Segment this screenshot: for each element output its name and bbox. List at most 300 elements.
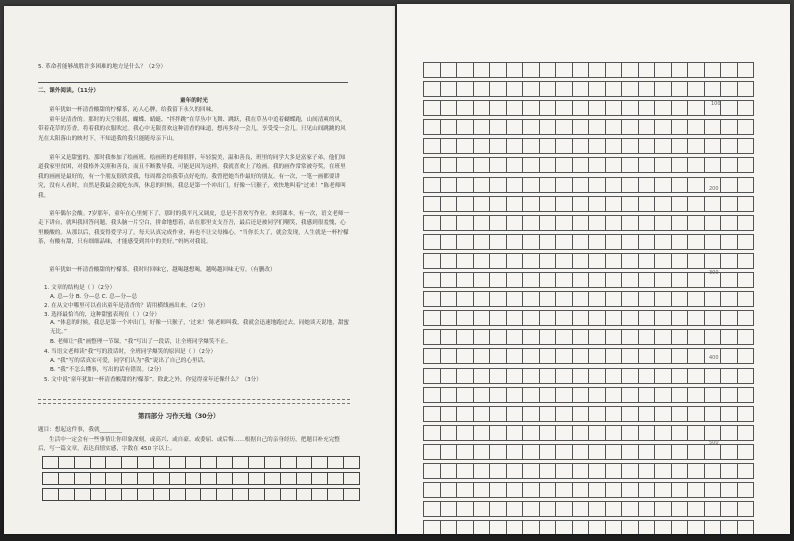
grid-cell xyxy=(606,139,623,153)
grid-cell xyxy=(688,178,705,192)
grid-cell xyxy=(457,464,474,478)
grid-cell xyxy=(170,473,186,484)
grid-cell xyxy=(507,273,524,287)
grid-cell xyxy=(672,197,689,211)
grid-cell xyxy=(507,311,524,325)
grid-cell xyxy=(639,369,656,383)
grid-cell xyxy=(721,407,738,421)
grid-cell xyxy=(622,82,639,96)
grid-mark-100: 100 xyxy=(711,101,721,107)
grid-cell xyxy=(721,464,738,478)
grid-cell xyxy=(622,521,639,534)
grid-cell xyxy=(672,158,689,172)
grid-cell xyxy=(233,489,249,500)
grid-cell xyxy=(738,521,755,534)
grid-cell xyxy=(655,254,672,268)
grid-cell xyxy=(622,483,639,497)
grid-row xyxy=(423,520,754,534)
question-3: 3. 选择最恰当的，这种甜蜜表现在（ ）（2分） xyxy=(44,312,160,318)
grid-cell xyxy=(474,178,491,192)
grid-cell xyxy=(622,273,639,287)
grid-cell xyxy=(705,197,722,211)
grid-cell xyxy=(589,139,606,153)
grid-cell xyxy=(424,120,441,134)
grid-cell xyxy=(441,254,458,268)
grid-cell xyxy=(540,292,557,306)
grid-cell xyxy=(201,473,217,484)
grid-cell xyxy=(606,521,623,534)
grid-cell xyxy=(490,292,507,306)
grid-cell xyxy=(705,369,722,383)
grid-cell xyxy=(154,489,170,500)
grid-cell xyxy=(606,464,623,478)
grid-cell xyxy=(721,521,738,534)
grid-cell xyxy=(738,464,755,478)
grid-cell xyxy=(573,426,590,440)
grid-cell xyxy=(705,483,722,497)
grid-cell xyxy=(589,216,606,230)
grid-cell xyxy=(154,457,170,468)
grid-cell xyxy=(507,178,524,192)
grid-cell xyxy=(589,369,606,383)
grid-cell xyxy=(490,273,507,287)
grid-cell xyxy=(688,349,705,363)
grid-cell xyxy=(738,101,755,115)
grid-cell xyxy=(490,369,507,383)
grid-cell xyxy=(523,407,540,421)
grid-cell xyxy=(589,483,606,497)
grid-cell xyxy=(424,235,441,249)
grid-cell xyxy=(312,473,328,484)
grid-cell xyxy=(75,489,91,500)
grid-cell xyxy=(122,489,138,500)
grid-cell xyxy=(639,426,656,440)
grid-cell xyxy=(457,369,474,383)
grid-cell xyxy=(507,120,524,134)
grid-cell xyxy=(622,158,639,172)
grid-cell xyxy=(606,101,623,115)
paragraph-3: 童年又是甜蜜的。那时我参加了绘画班。绘画班的老师很胖，年轻貌美，温和善良，班里的同学大多是富家子弟，他们知道我家里贫困，对我格外关照和善良，而且不断教导我，可能是因为这样，我就喜欢上了绘画。我的画作常常被夸奖，在班里我的画画是最好的，有一个朋友很欣赏我，每周都会给我带点好吃的。我曾把她当作最好的朋友。有一次，一笔一画都要讲究，没有人看时，自然是我最会就吃东西，休息的时候，我总是第一个冲出门，好像一只猴子，欢快地叫着“过来！”陈老师叫我。 xyxy=(38,155,346,199)
grid-cell xyxy=(672,445,689,459)
grid-cell xyxy=(540,349,557,363)
grid-cell xyxy=(573,445,590,459)
grid-cell xyxy=(738,407,755,421)
grid-cell xyxy=(655,426,672,440)
grid-cell xyxy=(721,235,738,249)
paragraph-5: 童年犹如一杯清香酸甜的柠檬茶。我时时回味它，越喝越想喝，越喝越回味无穷。（有删改） xyxy=(49,267,276,273)
grid-cell xyxy=(507,235,524,249)
grid-cell xyxy=(721,216,738,230)
grid-cell xyxy=(639,311,656,325)
grid-cell xyxy=(688,426,705,440)
grid-cell xyxy=(441,464,458,478)
grid-cell xyxy=(474,82,491,96)
grid-cell xyxy=(705,216,722,230)
grid-cell xyxy=(507,407,524,421)
grid-cell xyxy=(106,457,122,468)
grid-cell xyxy=(556,369,573,383)
grid-cell xyxy=(556,120,573,134)
grid-cell xyxy=(474,254,491,268)
grid-cell xyxy=(672,82,689,96)
grid-cell xyxy=(441,445,458,459)
grid-cell xyxy=(441,101,458,115)
grid-cell xyxy=(639,235,656,249)
grid-cell xyxy=(540,254,557,268)
grid-cell xyxy=(523,178,540,192)
grid-cell xyxy=(474,120,491,134)
grid-cell xyxy=(507,330,524,344)
paragraph-1: 童年犹如一杯清香酸甜的柠檬茶，沁人心脾，给我留下永久的回味。 xyxy=(49,107,217,113)
grid-cell xyxy=(556,311,573,325)
grid-cell xyxy=(721,388,738,402)
grid-row xyxy=(423,329,754,345)
grid-cell xyxy=(441,388,458,402)
grid-cell xyxy=(655,311,672,325)
essay-grid-left xyxy=(42,456,360,504)
dashed-divider xyxy=(38,403,350,404)
grid-cell xyxy=(424,197,441,211)
grid-cell xyxy=(441,407,458,421)
grid-row xyxy=(423,253,754,269)
grid-cell xyxy=(672,426,689,440)
grid-cell xyxy=(688,82,705,96)
grid-cell xyxy=(721,139,738,153)
grid-cell xyxy=(705,63,722,77)
grid-cell xyxy=(424,139,441,153)
grid-cell xyxy=(474,349,491,363)
grid-cell xyxy=(738,216,755,230)
grid-cell xyxy=(655,158,672,172)
grid-cell xyxy=(672,216,689,230)
grid-cell xyxy=(639,178,656,192)
grid-cell xyxy=(622,254,639,268)
grid-cell xyxy=(457,101,474,115)
grid-cell xyxy=(556,254,573,268)
grid-row xyxy=(423,100,754,116)
grid-cell xyxy=(606,292,623,306)
grid-cell xyxy=(457,254,474,268)
grid-cell xyxy=(441,235,458,249)
grid-cell xyxy=(672,235,689,249)
grid-cell xyxy=(59,457,75,468)
grid-cell xyxy=(622,445,639,459)
grid-cell xyxy=(106,473,122,484)
grid-cell xyxy=(154,473,170,484)
grid-cell xyxy=(490,158,507,172)
grid-cell xyxy=(441,178,458,192)
grid-cell xyxy=(59,473,75,484)
grid-cell xyxy=(556,101,573,115)
grid-cell xyxy=(457,235,474,249)
grid-cell xyxy=(556,82,573,96)
grid-cell xyxy=(441,502,458,516)
grid-cell xyxy=(655,388,672,402)
grid-cell xyxy=(573,63,590,77)
grid-cell xyxy=(639,388,656,402)
grid-cell xyxy=(201,457,217,468)
grid-row xyxy=(423,62,754,78)
grid-cell xyxy=(474,445,491,459)
grid-cell xyxy=(75,473,91,484)
grid-cell xyxy=(441,311,458,325)
grid-cell xyxy=(441,120,458,134)
question-1: 1. 文章的结构是（ ）（2分） xyxy=(44,285,116,291)
grid-row xyxy=(423,234,754,250)
grid-cell xyxy=(672,464,689,478)
grid-cell xyxy=(424,369,441,383)
grid-cell xyxy=(688,330,705,344)
grid-cell xyxy=(622,139,639,153)
grid-row xyxy=(423,310,754,326)
grid-cell xyxy=(441,82,458,96)
grid-cell xyxy=(556,292,573,306)
grid-cell xyxy=(655,63,672,77)
grid-cell xyxy=(474,292,491,306)
grid-cell xyxy=(639,63,656,77)
grid-cell xyxy=(589,349,606,363)
grid-cell xyxy=(490,407,507,421)
grid-cell xyxy=(328,457,344,468)
grid-cell xyxy=(622,197,639,211)
grid-cell xyxy=(457,311,474,325)
grid-cell xyxy=(721,502,738,516)
grid-cell xyxy=(170,457,186,468)
grid-cell xyxy=(490,139,507,153)
grid-cell xyxy=(490,120,507,134)
grid-cell xyxy=(622,311,639,325)
grid-cell xyxy=(655,197,672,211)
grid-cell xyxy=(672,178,689,192)
grid-cell xyxy=(639,349,656,363)
grid-cell xyxy=(655,178,672,192)
grid-cell xyxy=(441,521,458,534)
grid-cell xyxy=(606,197,623,211)
grid-cell xyxy=(424,502,441,516)
grid-cell xyxy=(186,457,202,468)
grid-cell xyxy=(540,502,557,516)
grid-cell xyxy=(457,216,474,230)
grid-cell xyxy=(441,426,458,440)
grid-cell xyxy=(688,483,705,497)
grid-cell xyxy=(540,521,557,534)
grid-cell xyxy=(490,521,507,534)
grid-cell xyxy=(672,101,689,115)
grid-cell xyxy=(639,82,656,96)
question-2: 2. 在从文中哪里可以看出童年是清香的？请用横线画出来。（2分） xyxy=(44,303,209,309)
grid-cell xyxy=(705,407,722,421)
grid-cell xyxy=(606,369,623,383)
grid-cell xyxy=(490,178,507,192)
grid-cell xyxy=(606,82,623,96)
grid-cell xyxy=(573,521,590,534)
grid-cell xyxy=(91,457,107,468)
grid-cell xyxy=(556,521,573,534)
grid-cell xyxy=(738,178,755,192)
grid-cell xyxy=(523,82,540,96)
grid-cell xyxy=(721,330,738,344)
grid-cell xyxy=(328,473,344,484)
grid-cell xyxy=(721,292,738,306)
grid-cell xyxy=(424,464,441,478)
section-3-title: 二、课外阅读。（11分） xyxy=(38,88,99,94)
grid-cell xyxy=(639,330,656,344)
grid-cell xyxy=(490,502,507,516)
grid-cell xyxy=(721,369,738,383)
grid-cell xyxy=(705,139,722,153)
grid-cell xyxy=(43,457,59,468)
grid-cell xyxy=(457,445,474,459)
grid-cell xyxy=(705,502,722,516)
grid-cell xyxy=(721,101,738,115)
grid-cell xyxy=(106,489,122,500)
grid-cell xyxy=(556,235,573,249)
grid-row xyxy=(423,81,754,97)
grid-cell xyxy=(573,158,590,172)
grid-cell xyxy=(424,311,441,325)
grid-cell xyxy=(606,311,623,325)
grid-cell xyxy=(688,445,705,459)
grid-cell xyxy=(523,330,540,344)
grid-cell xyxy=(573,388,590,402)
grid-cell xyxy=(556,330,573,344)
paragraph-4: 童年偶尔会酸。7岁那年，童年在心里刻下了，那时的我平凡又调皮，总是不喜欢写作业。来到课本，有一次，语文老师一走下讲台，就叫我回答问题，我头脑一片空白，拼命地想着，站在那里支支吾吾，最后还是被同学们嘲笑，我感到很羞愧，心里酸酸的。从那以后，我变得爱学习了，每天认真完成作业，再也不让父母操心。“当你长大了，就会发现，人生就是一杯柠檬茶，有酸有甜，只有细细品味，才能感受到其中的美好。”妈妈对我说。 xyxy=(38,211,350,246)
grid-row xyxy=(42,456,360,469)
grid-cell xyxy=(424,388,441,402)
grid-cell xyxy=(573,349,590,363)
grid-cell xyxy=(507,369,524,383)
grid-row xyxy=(423,501,754,517)
grid-row xyxy=(423,444,754,460)
grid-cell xyxy=(622,464,639,478)
grid-cell xyxy=(589,502,606,516)
grid-cell xyxy=(490,388,507,402)
grid-cell xyxy=(688,158,705,172)
grid-cell xyxy=(721,349,738,363)
grid-cell xyxy=(606,349,623,363)
grid-row xyxy=(423,157,754,173)
grid-cell xyxy=(523,292,540,306)
grid-cell xyxy=(523,464,540,478)
grid-cell xyxy=(639,292,656,306)
grid-cell xyxy=(457,426,474,440)
grid-cell xyxy=(523,426,540,440)
grid-cell xyxy=(639,407,656,421)
grid-cell xyxy=(589,254,606,268)
grid-cell xyxy=(573,101,590,115)
grid-cell xyxy=(672,63,689,77)
grid-cell xyxy=(474,464,491,478)
question-3-option-b: B. 老师让“我”画整理一节课，“我”写出了一段话，让全班同学爆笑不止。 xyxy=(50,339,232,345)
grid-mark-500: 500 xyxy=(709,440,719,446)
grid-cell xyxy=(217,489,233,500)
grid-row xyxy=(423,406,754,422)
grid-row xyxy=(423,215,754,231)
grid-cell xyxy=(490,235,507,249)
grid-cell xyxy=(441,349,458,363)
grid-cell xyxy=(490,82,507,96)
grid-cell xyxy=(424,178,441,192)
grid-cell xyxy=(490,426,507,440)
grid-cell xyxy=(281,473,297,484)
grid-cell xyxy=(424,216,441,230)
grid-cell xyxy=(540,139,557,153)
grid-row xyxy=(423,291,754,307)
grid-cell xyxy=(297,473,313,484)
grid-cell xyxy=(490,197,507,211)
grid-cell xyxy=(705,120,722,134)
grid-cell xyxy=(523,445,540,459)
grid-cell xyxy=(344,489,360,500)
grid-cell xyxy=(540,63,557,77)
grid-cell xyxy=(622,235,639,249)
grid-cell xyxy=(589,426,606,440)
grid-cell xyxy=(138,457,154,468)
grid-cell xyxy=(622,292,639,306)
grid-cell xyxy=(589,63,606,77)
essay-prompt: 生活中一定会有一些事情让你印象深刻，或高兴、或自豪、或委屈、或后悔……根据自己的亲身经历，把题目补充完整后，写一篇文章，表达真情实感，字数在 450 字以上。 xyxy=(38,437,340,453)
grid-cell xyxy=(639,521,656,534)
grid-cell xyxy=(589,388,606,402)
grid-cell xyxy=(589,330,606,344)
grid-cell xyxy=(297,489,313,500)
grid-cell xyxy=(606,502,623,516)
grid-cell xyxy=(540,273,557,287)
grid-cell xyxy=(688,120,705,134)
grid-cell xyxy=(457,197,474,211)
grid-cell xyxy=(688,369,705,383)
grid-cell xyxy=(507,101,524,115)
essay-topic: 题目：想起这件事，我就________ xyxy=(38,427,122,433)
grid-cell xyxy=(474,63,491,77)
grid-cell xyxy=(589,197,606,211)
grid-cell xyxy=(672,273,689,287)
grid-cell xyxy=(249,473,265,484)
grid-cell xyxy=(622,63,639,77)
grid-cell xyxy=(606,178,623,192)
grid-cell xyxy=(573,120,590,134)
grid-cell xyxy=(523,483,540,497)
grid-row xyxy=(42,472,360,485)
grid-cell xyxy=(540,464,557,478)
grid-cell xyxy=(138,489,154,500)
grid-cell xyxy=(672,311,689,325)
grid-cell xyxy=(540,120,557,134)
grid-cell xyxy=(457,521,474,534)
grid-cell xyxy=(233,457,249,468)
grid-cell xyxy=(622,101,639,115)
grid-cell xyxy=(573,464,590,478)
grid-cell xyxy=(490,216,507,230)
grid-cell xyxy=(441,483,458,497)
grid-cell xyxy=(507,502,524,516)
grid-cell xyxy=(721,273,738,287)
grid-cell xyxy=(639,216,656,230)
grid-cell xyxy=(721,63,738,77)
grid-cell xyxy=(441,63,458,77)
grid-cell xyxy=(655,349,672,363)
grid-cell xyxy=(424,349,441,363)
grid-cell xyxy=(507,445,524,459)
grid-cell xyxy=(622,369,639,383)
grid-cell xyxy=(474,426,491,440)
grid-cell xyxy=(655,292,672,306)
grid-cell xyxy=(507,63,524,77)
grid-cell xyxy=(523,254,540,268)
grid-cell xyxy=(672,388,689,402)
grid-cell xyxy=(523,311,540,325)
grid-cell xyxy=(721,197,738,211)
